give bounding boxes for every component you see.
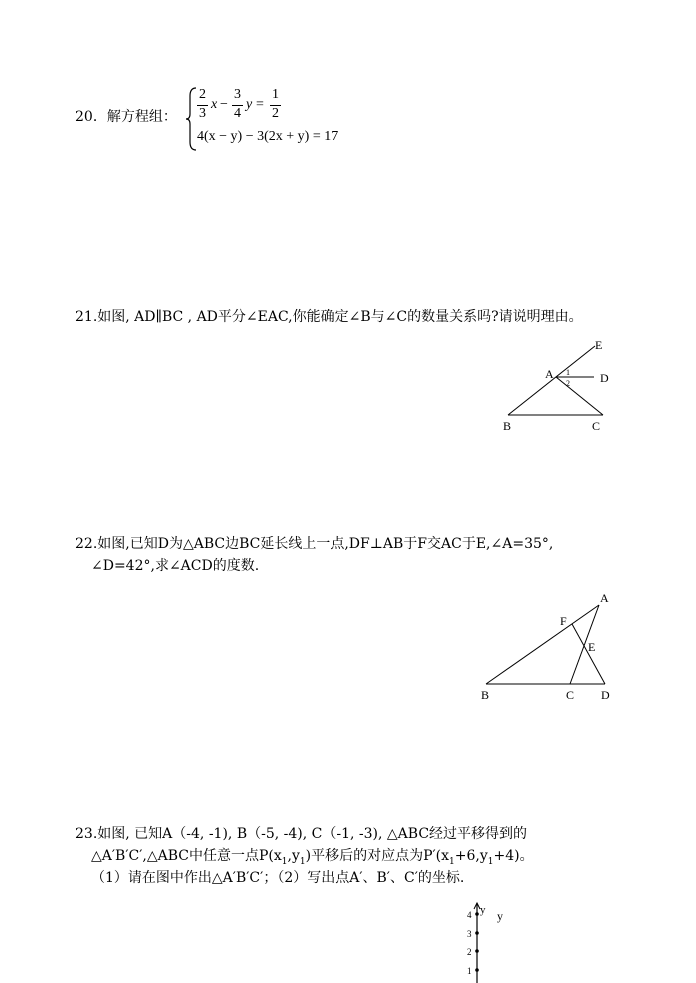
q20-var-x: x bbox=[211, 97, 218, 112]
q21-label-c: C bbox=[592, 419, 601, 433]
q20-frac3-num: 1 bbox=[272, 87, 279, 102]
q23-line-2-d: +6,y bbox=[454, 848, 488, 864]
q20-frac2-num: 3 bbox=[234, 87, 241, 102]
q23-y-label-right: y bbox=[497, 909, 503, 923]
q23-line-2-a: △A′B′C′,△ABC中任意一点P(x bbox=[91, 848, 282, 864]
q23-tick-dot-4 bbox=[475, 912, 479, 916]
q21-angle-2: 2 bbox=[566, 379, 570, 388]
q23-tick-dot-3 bbox=[475, 931, 479, 935]
q22-label-d: D bbox=[601, 688, 610, 702]
q20-frac2-den: 4 bbox=[234, 106, 241, 121]
q22-figure bbox=[475, 588, 625, 708]
q23-tick-dot-1 bbox=[475, 968, 479, 972]
q23-line-3: （1）请在图中作出△A′B′C′；（2）写出点A′、B′、C′的坐标. bbox=[91, 870, 465, 886]
q22-label-c: C bbox=[566, 688, 575, 702]
q22-label-e: E bbox=[588, 640, 596, 654]
q22-label-f: F bbox=[560, 614, 567, 628]
q20-label: 20．解方程组： bbox=[75, 109, 177, 125]
q23-line-2-e: +4)。 bbox=[493, 848, 534, 864]
q23-sub-4: 1 bbox=[487, 856, 494, 867]
q23-line-1: 23.如图, 已知A（-4, -1), B（-5, -4), C（-1, -3), △ABC经过平移得到的 bbox=[75, 826, 528, 842]
q21-line-ac bbox=[556, 377, 603, 415]
q23-tick-4: 4 bbox=[467, 910, 472, 920]
q21-figure bbox=[500, 338, 630, 438]
q23-sub-3: 1 bbox=[449, 856, 455, 867]
q21-label-e: E bbox=[595, 338, 603, 352]
q20-frac3-den: 2 bbox=[272, 106, 279, 121]
q23-sub-1: 1 bbox=[281, 856, 288, 867]
q21-label-b: B bbox=[503, 419, 512, 433]
q20-equals: = bbox=[256, 97, 264, 112]
q20-frac1-den: 3 bbox=[199, 106, 206, 121]
q23-coordinate-axis bbox=[460, 900, 520, 983]
q22-line-1: 22.如图,已知D为△ABC边BC延长线上一点,DF⊥AB于F交AC于E,∠A=35°, bbox=[75, 536, 554, 552]
q20-frac1-num: 2 bbox=[199, 87, 206, 102]
q22-line-2: ∠D=42°,求∠ACD的度数. bbox=[91, 558, 260, 574]
q23-sub-2: 1 bbox=[299, 856, 306, 867]
q22-label-b: B bbox=[481, 688, 490, 702]
q20-equation-2: 4(x − y) − 3(2x + y) = 17 bbox=[197, 129, 339, 144]
q21-text: 21.如图, AD∥BC , AD平分∠EAC,你能确定∠B与∠C的数量关系吗?请说明理由。 bbox=[75, 309, 583, 325]
q21-label-d: D bbox=[600, 371, 609, 385]
q21-angle-1: 1 bbox=[566, 368, 570, 377]
q23-y-axis-label: y bbox=[480, 904, 486, 916]
q23-line-2-b: ,y bbox=[287, 848, 300, 864]
q22-line-ba bbox=[486, 605, 599, 684]
q20-minus: − bbox=[220, 97, 228, 112]
q23-tick-1: 1 bbox=[467, 966, 472, 976]
q23-tick-dot-2 bbox=[475, 949, 479, 953]
q22-label-a: A bbox=[600, 591, 609, 605]
q23-tick-3: 3 bbox=[467, 929, 472, 939]
q20-var-y: y bbox=[246, 97, 253, 112]
q23-tick-2: 2 bbox=[467, 947, 472, 957]
q21-label-a: A bbox=[545, 367, 554, 381]
q23-line-2-c: )平移后的对应点为P′(x bbox=[305, 848, 450, 864]
